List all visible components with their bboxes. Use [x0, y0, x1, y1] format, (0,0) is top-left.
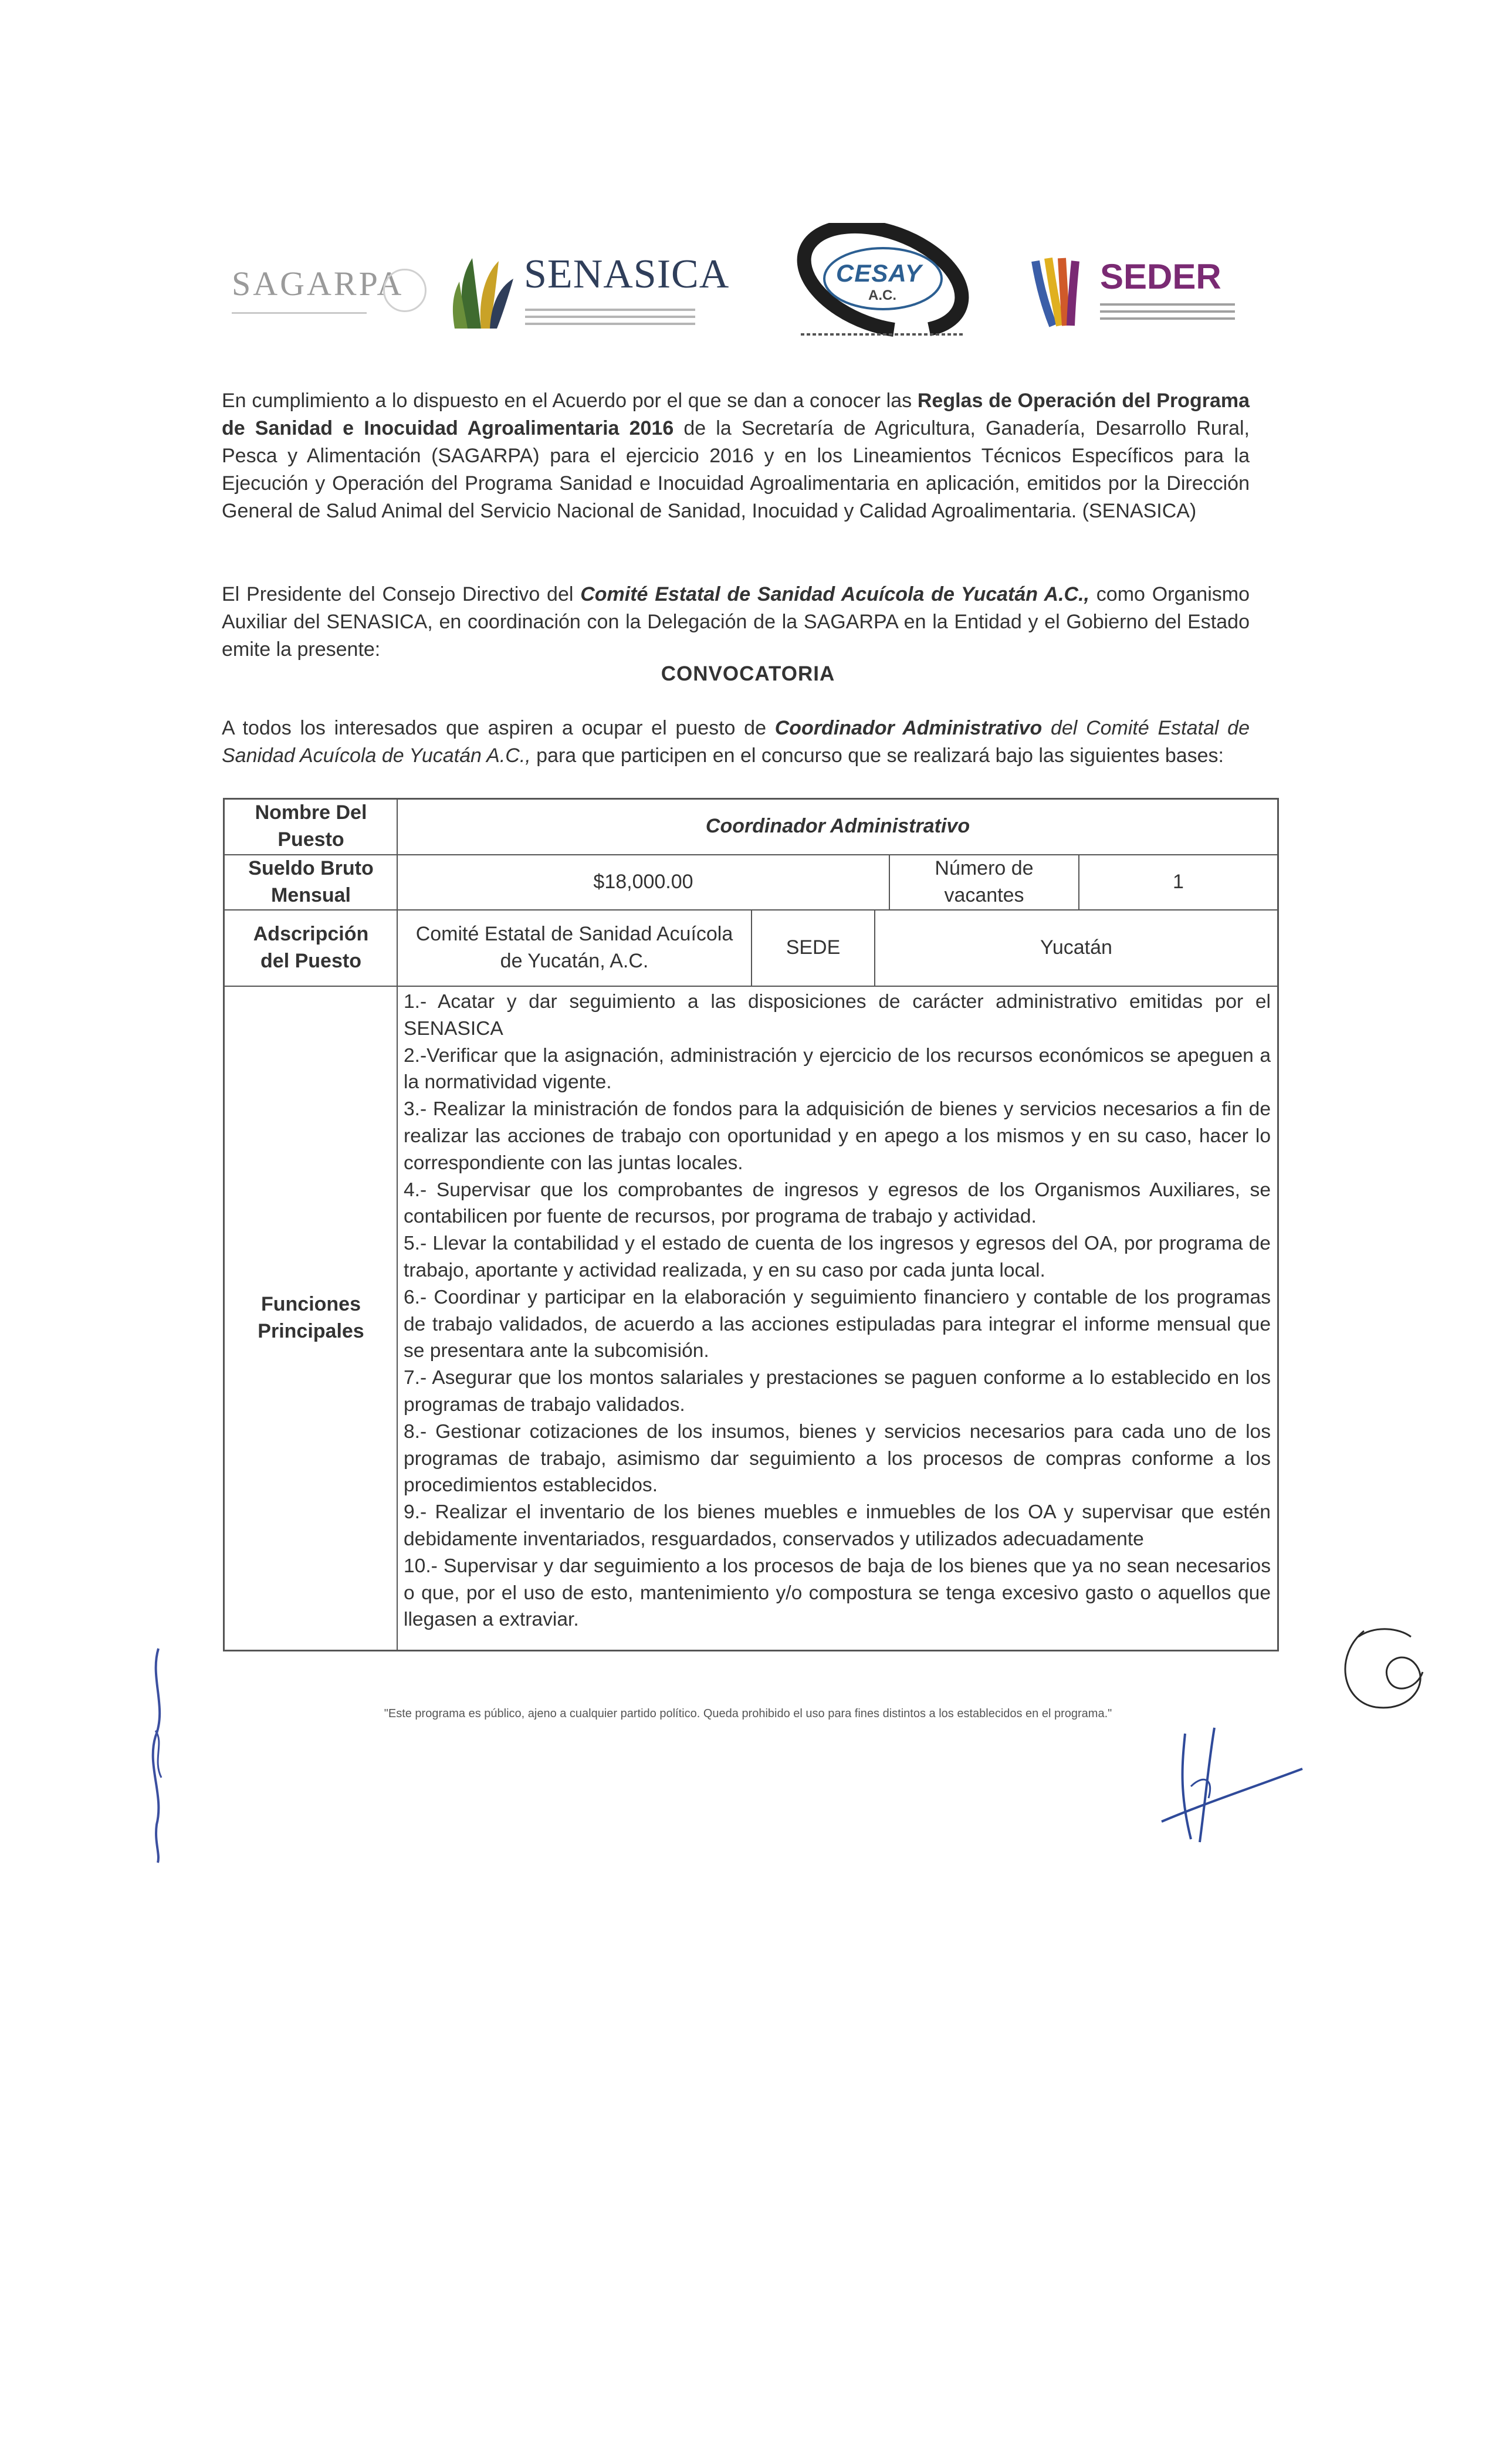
vacantes-label: Número de vacantes — [935, 857, 1034, 906]
funciones-list — [404, 989, 1271, 1633]
convocatoria-heading: CONVOCATORIA — [661, 662, 835, 685]
intro-text-1a: En cumplimiento a lo dispuesto en el Acuerdo por el que se dan a conocer las — [222, 390, 918, 412]
senasica-logo-text: SENASICA — [524, 252, 730, 297]
seder-logo — [1030, 255, 1241, 331]
intro-text-2a: El Presidente del Consejo Directivo del — [222, 583, 581, 605]
senasica-logo-subtitle — [525, 304, 695, 332]
list-item: 5.- Llevar la contabilidad y el estado de cuenta de los ingresos y egresos del OA, por programa de trabajo, aportante y actividad realizada, y en su caso por cada junta local. — [404, 1233, 1271, 1281]
intro-text-2c: como Organismo Auxiliar del SENASICA, en coordinación con la Delegación de la SAGARPA en la Entidad y el Gobierno del Estado emite la presente: — [222, 583, 1250, 661]
intro-text-3b: Coordinador Administrativo — [774, 717, 1043, 739]
sueldo-value: $18,000.00 — [593, 871, 693, 893]
table-border — [223, 798, 225, 1651]
list-item: 6.- Coordinar y participar en la elaboración y seguimiento financiero y contable de los programas de trabajo validados, de acuerdo a las acciones estipuladas para integrar el informe mensual que se presentara ante la subcomisión. — [404, 1286, 1271, 1362]
sede-value: Yucatán — [1040, 936, 1112, 959]
sagarpa-logo-text: SAGARPA — [232, 265, 404, 303]
cesay-logo-text: CESAY — [836, 259, 922, 287]
table-border — [1277, 798, 1279, 1651]
invitation-paragraph — [222, 715, 1250, 770]
intro-text-1c: de la Secretaría de Agricultura, Ganadería, Desarrollo Rural, Pesca y Alimentación (SAGARPA) para el ejercicio 2016 y en los Lineamientos Técnicos Específicos para la Ejecución y Operación del Programa Sanidad e Inocuidad Agroalimentaria en aplicación, emitidos por la Dirección General de Salud Animal del Servicio Nacional de Sanidad, Inocuidad y Calidad Agroalimentaria. (SENASICA) — [222, 417, 1250, 522]
eagle-seal-icon — [383, 269, 427, 312]
intro-text-3d: para que participen en el concurso que se realizará bajo las siguientes bases: — [530, 744, 1224, 767]
cesay-logo — [777, 223, 989, 346]
intro-text-3a: A todos los interesados que aspiren a ocupar el puesto de — [222, 717, 775, 739]
president-paragraph — [222, 581, 1250, 664]
list-item: 1.- Acatar y dar seguimiento a las disposiciones de carácter administrativo emitidas por el SENASICA — [404, 991, 1271, 1040]
senasica-emblem-icon — [449, 246, 519, 334]
logo-header — [0, 223, 1496, 358]
adscripcion-value: Comité Estatal de Sanidad Acuícola de Yucatán, A.C. — [415, 923, 733, 972]
sede-label: SEDE — [786, 936, 841, 959]
intro-text-2b: Comité Estatal de Sanidad Acuícola de Yucatán A.C., — [580, 583, 1089, 605]
margin-initial-signature — [1329, 1619, 1446, 1725]
table-border — [223, 1650, 1279, 1651]
sagarpa-logo — [232, 258, 408, 329]
list-item: 10.- Supervisar y dar seguimiento a los procesos de baja de los bienes que ya no sean necesarios o que, por el uso de esto, mantenimiento y/o compostura se tenga excesivo gasto o aquellos que llegasen a extraviar. — [404, 1555, 1271, 1631]
adscripcion-label: Adscripción del Puesto — [253, 923, 369, 972]
seder-logo-text: SEDER — [1100, 257, 1221, 296]
intro-text-3c: del Comité Estatal de Sanidad Acuícola de Yucatán A.C., — [222, 717, 1250, 767]
list-item: 7.- Asegurar que los montos salariales y prestaciones se paguen conforme a lo establecido en los programas de trabajo validados. — [404, 1367, 1271, 1416]
funciones-label: Funciones Principales — [258, 1293, 364, 1342]
seder-emblem-icon — [1030, 255, 1088, 329]
senasica-logo — [449, 241, 730, 340]
puesto-value: Coordinador Administrativo — [705, 815, 970, 837]
intro-text-1b: Reglas de Operación del Programa de Sanidad e Inocuidad Agroalimentaria 2016 — [222, 390, 1250, 439]
job-table — [223, 798, 1279, 1651]
left-margin-signature — [132, 1643, 185, 1866]
vacantes-value: 1 — [1173, 871, 1184, 893]
list-item: 9.- Realizar el inventario de los bienes muebles e inmuebles de los OA y supervisar que estén debidamente inventariados, resguardados, conservados y utilizados adecuadamente — [404, 1501, 1271, 1550]
list-item: 2.-Verificar que la asignación, administración y ejercicio de los recursos económicos se apeguen a la normatividad vigente. — [404, 1044, 1271, 1094]
list-item: 3.- Realizar la ministración de fondos para la adquisición de bienes y servicios necesarios a fin de realizar las acciones de trabajo con oportunidad y en apego a los mismos y en su caso, hacer lo correspondiente con las juntas locales. — [404, 1098, 1271, 1174]
list-item: 8.- Gestionar cotizaciones de los insumos, bienes y servicios necesarios para cada uno de los programas de trabajo, asimismo dar seguimiento a los procesos de compras conforme a los procedimientos establecidos. — [404, 1420, 1271, 1497]
bottom-signature — [1150, 1722, 1308, 1851]
list-item: 4.- Supervisar que los comprobantes de ingresos y egresos de los Organismos Auxiliares, se contabilicen por fuente de recursos, por programa de trabajo y actividad. — [404, 1179, 1271, 1228]
intro-paragraph — [222, 387, 1250, 525]
sueldo-label: Sueldo Bruto Mensual — [248, 857, 374, 906]
puesto-label: Nombre Del Puesto — [255, 801, 367, 851]
cesay-logo-ac: A.C. — [868, 287, 896, 303]
footer-disclaimer: "Este programa es público, ajeno a cualquier partido político. Queda prohibido el uso para fines distintos a los establecidos en el programa." — [384, 1707, 1112, 1720]
table-divider — [889, 854, 890, 911]
seder-logo-subtitle — [1100, 299, 1235, 324]
sagarpa-logo-rule — [232, 312, 367, 314]
